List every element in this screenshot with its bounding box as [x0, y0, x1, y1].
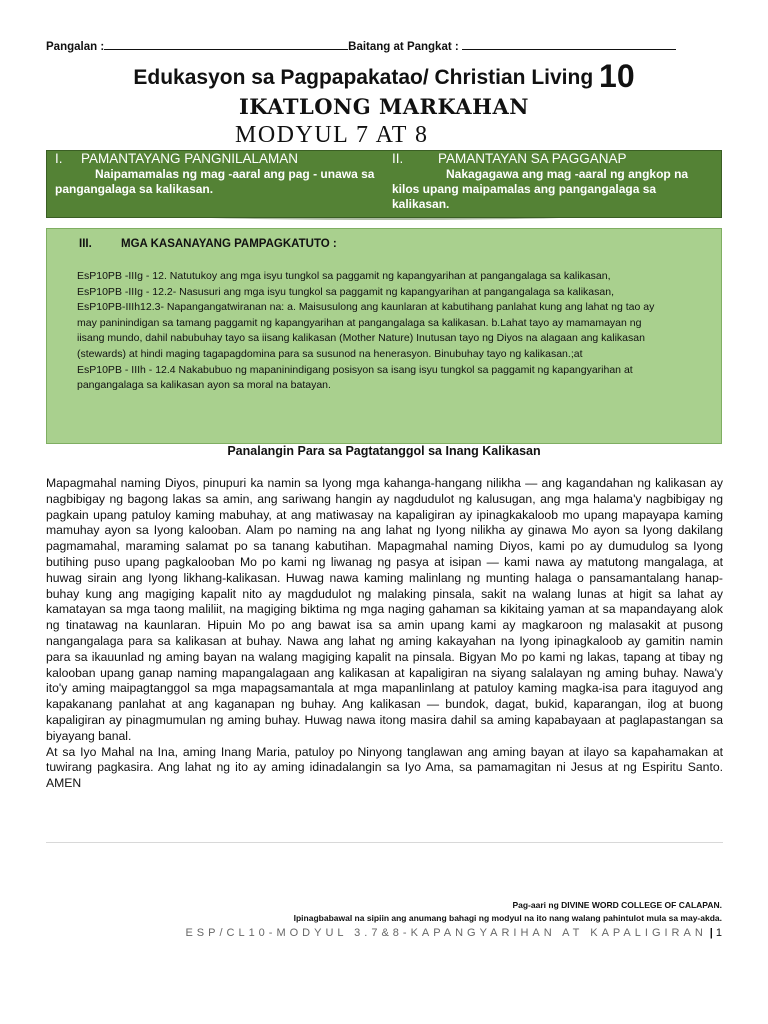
competencies-numeral: III.	[79, 238, 92, 250]
competency-line: may paninindigan sa tamang paggamit ng kapangyarihan at pangangalaga sa kalikasan. b.Lahat tayo ay mamamayan ng	[77, 316, 642, 329]
competencies-heading	[79, 238, 337, 250]
page-number: 1	[715, 927, 722, 939]
content-standard	[55, 151, 375, 197]
competency-line: EsP10PB - IIIh - 12.4 Nakabubuo ng mapaninindigang posisyon sa isang isyu tungkol sa paggamit ng kapangyarihan at	[77, 363, 633, 376]
competency-line: EsP10PB -IIIg - 12. Natutukoy ang mga isyu tungkol sa paggamit ng kapangyarihan at pangangalaga sa kalikasan,	[77, 270, 611, 282]
competency-line: (stewards) at hindi maging tagapagdomina para sa susunod na henerasyon. Binubuhay tayo ng kalikasan.;at	[77, 347, 583, 360]
competencies-box	[46, 228, 722, 444]
competency-line: pangangalaga sa kalikasan ayon sa moral na batayan.	[77, 379, 331, 392]
subject-title	[0, 58, 768, 95]
module-title: MODYUL 7 AT 8	[235, 122, 429, 148]
quarter-title: IKATLONG MARKAHAN	[238, 94, 529, 119]
competencies-list	[77, 269, 717, 394]
competency-line: EsP10PB -IIIg - 12.2- Nasusuri ang mga isyu tungkol sa paggamit ng kapangyarihan at pangangalaga sa kalikasan,	[77, 285, 614, 298]
performance-standard-numeral: II.	[392, 151, 404, 166]
content-standard-heading	[55, 151, 375, 166]
prayer-paragraph: At sa Iyo Mahal na Ina, aming Inang Maria, patuloy po Ninyong tanglawan ang aming bayan at ilayo sa kapahamakan at tuwirang pagkasira. Ang lahat ng ito ay aming idinadalangin sa Iyo Ama, sa pamamagitan ni Jesus at ng Espiritu Santo. AMEN	[46, 744, 723, 791]
competency-line: iisang mundo, dahil nabubuhay tayo sa iisang kalikasan (Mother Nature) Inutusan tayo ng Diyos na alagaan ang kalikasan	[77, 332, 645, 345]
divider	[46, 842, 723, 843]
content-standard-text: Naipamamalas ng mag -aaral ang pag - unawa sa pangangalaga sa kalikasan.	[55, 167, 375, 196]
competency-line: EsP10PB-IIIh12.3- Napangangatwiranan na: a. Maisusulong ang kaunlaran at kabutihang panlahat kung ang lahat ng tao ay	[77, 301, 655, 314]
section-blank[interactable]	[462, 38, 676, 50]
content-standard-numeral: I.	[55, 151, 63, 166]
content-standard-title: PAMANTAYANG PANGNILALAMAN	[81, 151, 299, 166]
performance-standard-text: Nakagagawa ang mag -aaral ng angkop na kilos upang maipamalas ang pangangalaga sa kalikasan.	[392, 167, 689, 211]
prayer-text	[46, 476, 723, 792]
footer-separator: |	[709, 927, 713, 939]
standards-box	[46, 150, 722, 218]
performance-standard-heading	[392, 151, 714, 166]
section-label: Baitang at Pangkat :	[348, 41, 459, 53]
grade-number: 10	[599, 58, 635, 94]
copyright-notice: Ipinagbabawal na sipiin ang anumang bahagi ng modyul na ito nang walang pahintulot mula sa may-akda.	[293, 913, 722, 923]
module-code: ESP/CL10-MODYUL 3.7&8-KAPANGYARIHAN AT KAPALIGIRAN	[185, 927, 707, 939]
name-section-line	[46, 38, 686, 54]
page-footer	[46, 927, 722, 939]
name-blank[interactable]	[104, 38, 348, 50]
name-label: Pangalan :	[46, 41, 105, 53]
performance-standard	[392, 151, 714, 212]
prayer-title: Panalangin Para sa Pagtatanggol sa Inang Kalikasan	[227, 444, 541, 458]
performance-standard-title: PAMANTAYAN SA PAGGANAP	[438, 151, 627, 166]
subject-title-text: Edukasyon sa Pagpapakatao/ Christian Living	[133, 66, 594, 89]
ownership-note: Pag-aari ng DIVINE WORD COLLEGE OF CALAPAN.	[512, 900, 722, 910]
prayer-paragraph: Mapagmahal naming Diyos, pinupuri ka namin sa Iyong mga kahanga-hangang nilikha — ang kagandahan ng kalikasan ay nagbibigay ng bagong lakas sa amin, ang sariwang hangin ay nagdudulot ng kalusugan, ang mga halama'y nagbibigay ng pagkain upang patuloy kaming mabuhay, at ang matiwasay na kapaligiran ay ipinagkakaloob mo upang mapayapa kaming mamuhay ayon sa Iyong kalooban. Alam po naming na ang lahat ng Iyong nilikha ay ginawa Mo ayon sa Iyong dakilang pagmamahal, maraming salamat po sa tanang kabutihan. Mapagmahal naming Diyos, kami po ay dumudulog sa Iyong butihing puso upang pagkalooban Mo po kami ng liwanag ng pasya at isipan — kami nawa ay matutong mangalaga, at huwag sirain ang Iyong likhang-kalikasan. Huwag nawa kaming malinlang ng munting halaga o pansamantalang hanap-buhay kung ang magiging kapalit nito ay magdudulot ng malaking pinsala, sakit na walang lunas at higit sa lahat ay kamatayan sa mga taong maliliit, na magiging biktima ng mga naging gahaman sa kikitaing yaman at sa mapandayang alok ng tinatawag na kaunlaran. Hipuin Mo po ang bawat isa sa amin upang kami ay magkaroon ng malasakit at pusong nangangalaga para sa kalikasan at buhay. Nawa ang lahat ng aming kakayahan na Iyong ipinagkaloob ay gamitin namin para sa ikauunlad ng aming bayan na walang magiging kapalit na pinsala. Bigyan Mo po kami ng lakas, tapang at tibay ng kalooban upang ganap naming mapangalagaan ang kalikasan at kapaligiran na siyang salalayan ng aming buhay. Nawa'y ito'y aming maipagtanggol sa mga mapagsamantala at mga mapanlinlang at patuloy kaming magka-isa para itaguyod ang kapakanang panlahat at ang kaganapan ng buhay. Ang kalikasan — bundok, dagat, bukid, kaparangan, ilog at buong kapaligiran ay pinagmumulan ng aming buhay. Huwag nawa itong masira dahil sa aming kapabayaan at paglapastangan sa biyayang banal.	[46, 476, 723, 743]
competencies-title: MGA KASANAYANG PAMPAGKATUTO :	[121, 238, 337, 250]
